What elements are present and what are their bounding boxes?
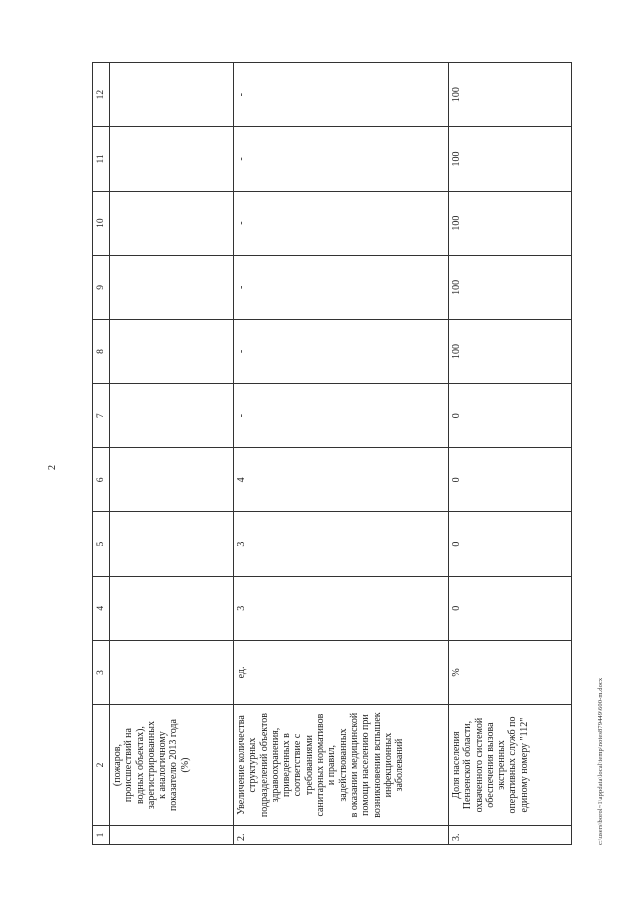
column-header-6: 6 <box>93 448 110 512</box>
indicator-name-line: Доля населения <box>451 731 462 799</box>
indicator-name-line: экстренных <box>496 740 508 790</box>
value-cell-col-10: - <box>234 191 449 255</box>
unit-cell <box>110 640 234 704</box>
value-cell-col-11: - <box>234 127 449 191</box>
value-cell-col-7: - <box>234 384 449 448</box>
indicator-name-cell <box>110 705 234 826</box>
indicator-name-line: зарегистрированных <box>145 721 157 810</box>
column-header-2: 2 <box>93 705 110 826</box>
column-header-3: 3 <box>93 640 110 704</box>
value-cell-col-5 <box>110 512 234 576</box>
indicator-name-line: в оказании медицинской <box>348 712 360 818</box>
indicator-name-line: инфекционных <box>382 732 394 798</box>
indicator-name-line: санитарных нормативов <box>315 713 327 817</box>
indicator-name-line: помощи населению при <box>360 714 372 816</box>
indicator-name-line: Увеличение количества <box>236 715 247 815</box>
indicators-table <box>92 62 572 845</box>
value-cell-col-10 <box>110 191 234 255</box>
indicator-name-line: соответствие с <box>292 733 304 797</box>
value-cell-col-8: - <box>234 319 449 383</box>
unit-cell: % <box>449 640 572 704</box>
column-header-4: 4 <box>93 576 110 640</box>
value-cell-col-8 <box>110 319 234 383</box>
value-cell-col-11: 100 <box>449 127 572 191</box>
column-header-5: 5 <box>93 512 110 576</box>
indicator-name-line: обеспечения вызова <box>484 722 496 808</box>
indicator-name-line: (пожаров, <box>112 744 123 787</box>
column-header-10: 10 <box>93 191 110 255</box>
value-cell-col-6: 4 <box>234 448 449 512</box>
value-cell-col-4: 3 <box>234 576 449 640</box>
indicator-name-line: и правил, <box>326 744 338 786</box>
row-number-cell: 2. <box>234 826 449 845</box>
value-cell-col-6 <box>110 448 234 512</box>
value-cell-col-9: 100 <box>449 255 572 319</box>
indicator-name-line: здравоохранения, <box>269 727 281 803</box>
page-number: 2 <box>47 465 58 470</box>
indicator-name-line: происшествий на <box>123 728 135 803</box>
indicator-name-line: задействованных <box>337 728 349 802</box>
indicator-name-line: подразделений объектов <box>258 713 270 818</box>
indicator-name-line: приведенных в <box>281 733 293 797</box>
indicator-name-cell <box>449 705 572 826</box>
value-cell-col-5: 3 <box>234 512 449 576</box>
indicator-name-line: Пензенской области, <box>462 720 474 810</box>
row-number-cell <box>110 826 234 845</box>
value-cell-col-11 <box>110 127 234 191</box>
value-cell-col-4: 0 <box>449 576 572 640</box>
column-header-12: 12 <box>93 63 110 127</box>
indicator-name-line: единому номеру "112" <box>518 717 530 813</box>
value-cell-col-12: 100 <box>449 63 572 127</box>
indicator-name-line: структурных <box>247 737 259 793</box>
value-cell-col-7: 0 <box>449 384 572 448</box>
column-header-1: 1 <box>93 826 110 845</box>
value-cell-col-5: 0 <box>449 512 572 576</box>
table-row <box>449 63 572 845</box>
table-header-row <box>93 63 110 845</box>
value-cell-col-7 <box>110 384 234 448</box>
column-header-9: 9 <box>93 255 110 319</box>
unit-cell: ед. <box>234 640 449 704</box>
indicator-name-line: показателю 2013 года <box>168 719 180 812</box>
indicator-name-line: к аналогичному <box>157 731 169 799</box>
indicator-name-line: водных объектах), <box>134 726 146 805</box>
table-row <box>234 63 449 845</box>
value-cell-col-10: 100 <box>449 191 572 255</box>
value-cell-col-9 <box>110 255 234 319</box>
indicator-name-line: (%) <box>179 757 191 773</box>
indicator-name-cell <box>234 705 449 826</box>
indicator-name-line: оперативных служб по <box>507 716 519 814</box>
value-cell-col-8: 100 <box>449 319 572 383</box>
footer-file-path: c:\users\borol~1\appdata\local\temp\notes879449\600-m.docx <box>597 677 604 845</box>
indicator-name-line: возникновении вспышек <box>371 712 383 818</box>
value-cell-col-4 <box>110 576 234 640</box>
row-number-cell: 3. <box>449 826 572 845</box>
column-header-8: 8 <box>93 319 110 383</box>
table-row <box>110 63 234 845</box>
column-header-11: 11 <box>93 127 110 191</box>
column-header-7: 7 <box>93 384 110 448</box>
value-cell-col-12: - <box>234 63 449 127</box>
indicator-name-line: требованиями <box>303 735 315 796</box>
indicator-name-line: заболеваний <box>394 738 406 792</box>
value-cell-col-12 <box>110 63 234 127</box>
value-cell-col-6: 0 <box>449 448 572 512</box>
value-cell-col-9: - <box>234 255 449 319</box>
indicator-name-line: охваченного системой <box>473 717 485 813</box>
